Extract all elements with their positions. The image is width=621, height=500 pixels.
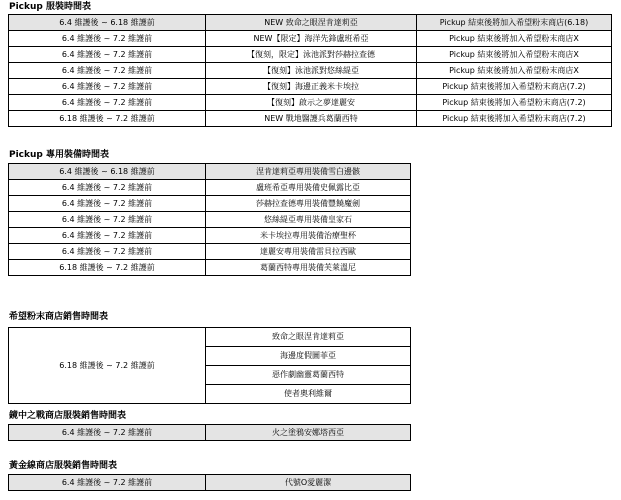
pickup-equipment-title: Pickup 專用裝備時間表 <box>9 150 109 160</box>
costume-cell: NEW【限定】海洋先鋒盧班希亞 <box>206 31 417 47</box>
note-cell: Pickup 結束後將加入希望粉末商店X <box>417 47 612 63</box>
costume-cell: 【復刻】啟示之夢達麗安 <box>206 95 417 111</box>
costume-cell: 致命之眼涅肯達莉亞 <box>206 328 411 347</box>
costume-cell: NEW 致命之眼涅肯達莉亞 <box>206 15 417 31</box>
table-row <box>9 328 411 347</box>
period-cell: 6.4 維護後 ~ 6.18 維護前 <box>9 15 206 31</box>
table-row <box>9 63 612 79</box>
equipment-cell: 涅肯達莉亞專用裝備雪白邊骸 <box>206 164 411 180</box>
period-cell: 6.4 維護後 ~ 7.2 維護前 <box>9 180 206 196</box>
table-row <box>9 111 612 127</box>
note-cell: Pickup 結束後將加入希望粉末商店(7.2) <box>417 111 612 127</box>
note-cell: Pickup 結束後將加入希望粉末商店(7.2) <box>417 95 612 111</box>
equipment-cell: 悠絲緹亞專用裝備皇家石 <box>206 212 411 228</box>
equipment-cell: 米卡埃拉專用裝備治療聖杯 <box>206 228 411 244</box>
table-row <box>9 475 411 491</box>
table-row <box>9 79 612 95</box>
period-cell: 6.4 維護後 ~ 7.2 維護前 <box>9 63 206 79</box>
pickup-equipment-body <box>9 164 411 276</box>
costume-cell: 使者奧利維爾 <box>206 385 411 404</box>
period-cell: 6.4 維護後 ~ 7.2 維護前 <box>9 95 206 111</box>
note-cell: Pickup 結束後將加入希望粉末商店(7.2) <box>417 79 612 95</box>
costume-cell: 【復刻，限定】泳池派對莎赫拉查德 <box>206 47 417 63</box>
period-cell: 6.4 維護後 ~ 7.2 維護前 <box>9 228 206 244</box>
period-cell: 6.4 維護後 ~ 7.2 維護前 <box>9 425 206 441</box>
period-cell: 6.4 維護後 ~ 7.2 維護前 <box>9 244 206 260</box>
period-cell: 6.18 維護後 ~ 7.2 維護前 <box>9 111 206 127</box>
hope-powder-shop-table <box>8 327 411 404</box>
equipment-cell: 葛蘭西特專用裝備芙萊溫尼 <box>206 260 411 276</box>
pickup-equipment-table <box>8 163 411 276</box>
pickup-costume-table <box>8 14 612 127</box>
equipment-cell: 莎赫拉查德專用裝備豐饒魔劍 <box>206 196 411 212</box>
hope-powder-shop-body <box>9 328 411 404</box>
mirror-war-shop-title: 鏡中之戰商店服裝銷售時間表 <box>9 411 127 421</box>
period-cell: 6.4 維護後 ~ 7.2 維護前 <box>9 79 206 95</box>
period-cell: 6.18 維護後 ~ 7.2 維護前 <box>9 328 206 404</box>
table-row <box>9 196 411 212</box>
gold-line-shop-title: 黃金線商店服裝銷售時間表 <box>9 461 118 471</box>
table-row <box>9 212 411 228</box>
hope-powder-shop-title: 希望粉末商店銷售時間表 <box>9 312 109 322</box>
costume-cell: 代號O愛麗潔 <box>206 475 411 491</box>
period-cell: 6.4 維護後 ~ 7.2 維護前 <box>9 475 206 491</box>
gold-line-shop-table <box>8 474 411 491</box>
costume-cell: 火之塗鴉安娜塔西亞 <box>206 425 411 441</box>
table-row <box>9 95 612 111</box>
mirror-war-shop-table <box>8 424 411 441</box>
note-cell: Pickup 結束後將加入希望粉末商店X <box>417 63 612 79</box>
costume-cell: 惡作劇幽靈葛蘭西特 <box>206 366 411 385</box>
period-cell: 6.4 維護後 ~ 6.18 維護前 <box>9 164 206 180</box>
period-cell: 6.4 維護後 ~ 7.2 維護前 <box>9 196 206 212</box>
costume-cell: NEW 戰地醫護兵葛蘭西特 <box>206 111 417 127</box>
gold-line-shop-body <box>9 475 411 491</box>
costume-cell: 海邊度假圖菲亞 <box>206 347 411 366</box>
note-cell: Pickup 結束後將加入希望粉末商店(6.18) <box>417 15 612 31</box>
table-row <box>9 164 411 180</box>
table-row <box>9 228 411 244</box>
table-row <box>9 180 411 196</box>
mirror-war-shop-body <box>9 425 411 441</box>
pickup-costume-body <box>9 15 612 127</box>
period-cell: 6.4 維護後 ~ 7.2 維護前 <box>9 47 206 63</box>
note-cell: Pickup 結束後將加入希望粉末商店X <box>417 31 612 47</box>
table-row <box>9 244 411 260</box>
table-row <box>9 31 612 47</box>
period-cell: 6.4 維護後 ~ 7.2 維護前 <box>9 212 206 228</box>
period-cell: 6.4 維護後 ~ 7.2 維護前 <box>9 31 206 47</box>
table-row <box>9 260 411 276</box>
equipment-cell: 盧班希亞專用裝備史佩露比亞 <box>206 180 411 196</box>
pickup-costume-title: Pickup 服裝時間表 <box>9 2 91 12</box>
costume-cell: 【復刻】泳池派對悠絲緹亞 <box>206 63 417 79</box>
table-row <box>9 15 612 31</box>
costume-cell: 【復刻】海邊正義米卡埃拉 <box>206 79 417 95</box>
equipment-cell: 達麗安專用裝備雷貝拉西歐 <box>206 244 411 260</box>
table-row <box>9 425 411 441</box>
table-row <box>9 47 612 63</box>
period-cell: 6.18 維護後 ~ 7.2 維護前 <box>9 260 206 276</box>
